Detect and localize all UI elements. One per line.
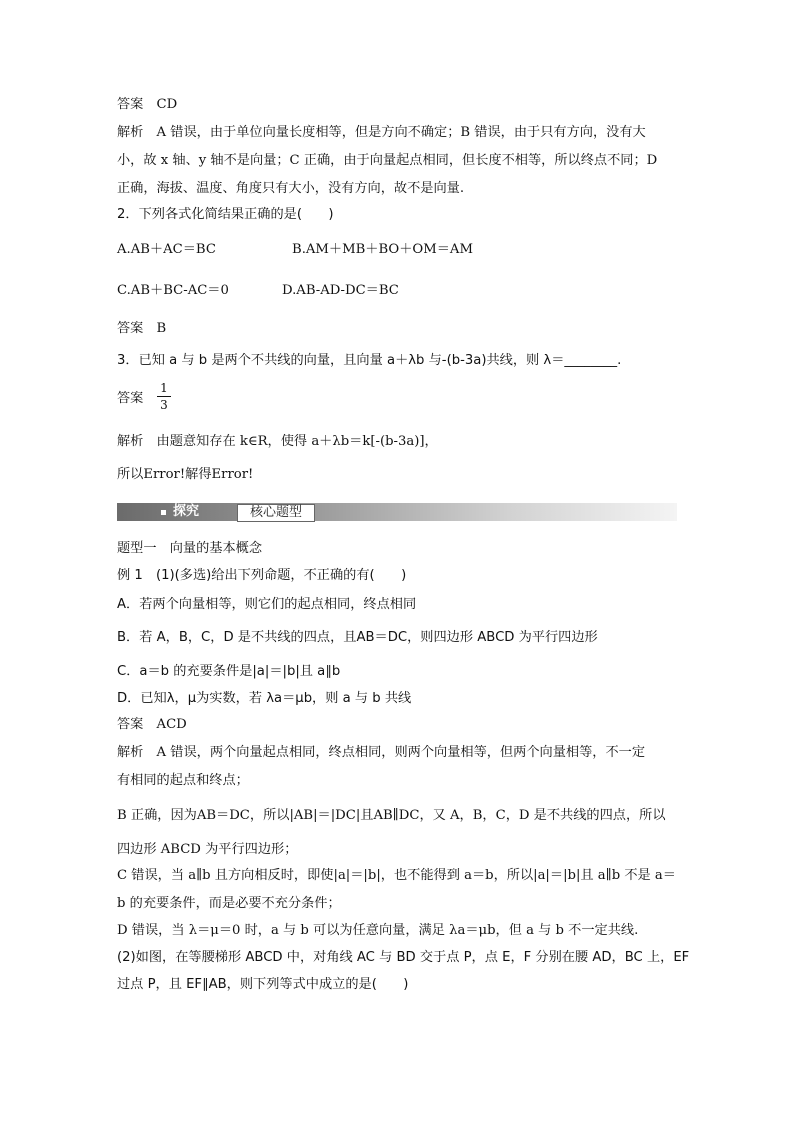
explanation-7: 有相同的起点和终点；: [117, 773, 249, 788]
explanation-2: 小，故 x 轴、y 轴不是向量；C 正确，由于向量起点相同，但长度不相等，所以终点不同；D: [117, 153, 658, 168]
answer-4: 答案 ACD: [117, 717, 187, 732]
answer-3-fraction: [157, 381, 171, 412]
explanation-11: b 的充要条件，而是必要不充分条件；: [117, 896, 341, 911]
explanation-1: 解析 A 错误，由于单位向量长度相等，但是方向不确定；B 错误，由于只有方向，没有大: [117, 125, 646, 140]
fraction-numerator: 1: [157, 381, 171, 397]
section-banner: [117, 503, 677, 521]
topic-1-title: 题型一 向量的基本概念: [117, 541, 263, 556]
example-option-b: B．若 A，B，C，D 是不共线的四点，且AB＝DC，则四边形 ABCD 为平行四边形: [117, 630, 598, 645]
q2-option-c: C.AB＋BC-AC＝0: [117, 283, 229, 298]
explanation-8: B 正确，因为AB＝DC，所以|AB|＝|DC|且AB∥DC，又 A，B，C，D 是不共线的四点，所以: [117, 808, 666, 823]
q2-option-d: D.AB-AD-DC＝BC: [282, 283, 399, 298]
q2-option-a: A.AB＋AC＝BC: [117, 242, 216, 257]
example-1: 例 1 (1)(多选)给出下列命题，不正确的有( ): [117, 568, 407, 583]
answer-3-label: 答案: [117, 391, 144, 406]
example-2-line-2: 过点 P，且 EF∥AB，则下列等式中成立的是( ): [117, 977, 409, 992]
banner-tab-core: 核心题型: [237, 504, 315, 522]
fraction-denominator: 3: [160, 398, 168, 412]
example-option-a: A．若两个向量相等，则它们的起点相同，终点相同: [117, 597, 417, 612]
explanation-10: C 错误，当 a∥b 且方向相反时，即使|a|＝|b|，也不能得到 a＝b，所以|a|＝|b|且 a∥b 不是 a＝: [117, 868, 676, 883]
answer-1: 答案 CD: [117, 97, 178, 112]
question-2: 2．下列各式化简结果正确的是( ): [117, 207, 334, 222]
answer-2: 答案 B: [117, 321, 167, 336]
example-option-c: C．a＝b 的充要条件是|a|＝|b|且 a∥b: [117, 664, 341, 679]
q2-option-b: B.AM＋MB＋BO＋OM＝AM: [292, 242, 473, 257]
explanation-3: 正确，海拔、温度、角度只有大小，没有方向，故不是向量.: [117, 181, 465, 196]
explanation-6: 解析 A 错误，两个向量起点相同，终点相同，则两个向量相等，但两个向量相等，不一定: [117, 745, 646, 760]
explanation-4: 解析 由题意知存在 k∈R，使得 a＋λb＝k[-(b-3a)]，: [117, 434, 438, 449]
banner-tab-explore: 探究: [173, 504, 200, 519]
example-option-d: D．已知λ，μ为实数，若 λa＝μb，则 a 与 b 共线: [117, 691, 412, 706]
example-2-line-1: (2)如图，在等腰梯形 ABCD 中，对角线 AC 与 BD 交于点 P，点 E，F 分别在腰 AD，BC 上，EF: [117, 950, 690, 965]
explanation-9: 四边形 ABCD 为平行四边形；: [117, 842, 298, 857]
question-3: 3．已知 a 与 b 是两个不共线的向量，且向量 a＋λb 与-(b-3a)共线，则 λ＝________.: [117, 353, 622, 368]
explanation-5: 所以Error!解得Error!: [117, 467, 254, 482]
explanation-12: D 错误，当 λ＝μ＝0 时，a 与 b 可以为任意向量，满足 λa＝μb，但 a 与 b 不一定共线.: [117, 923, 639, 938]
